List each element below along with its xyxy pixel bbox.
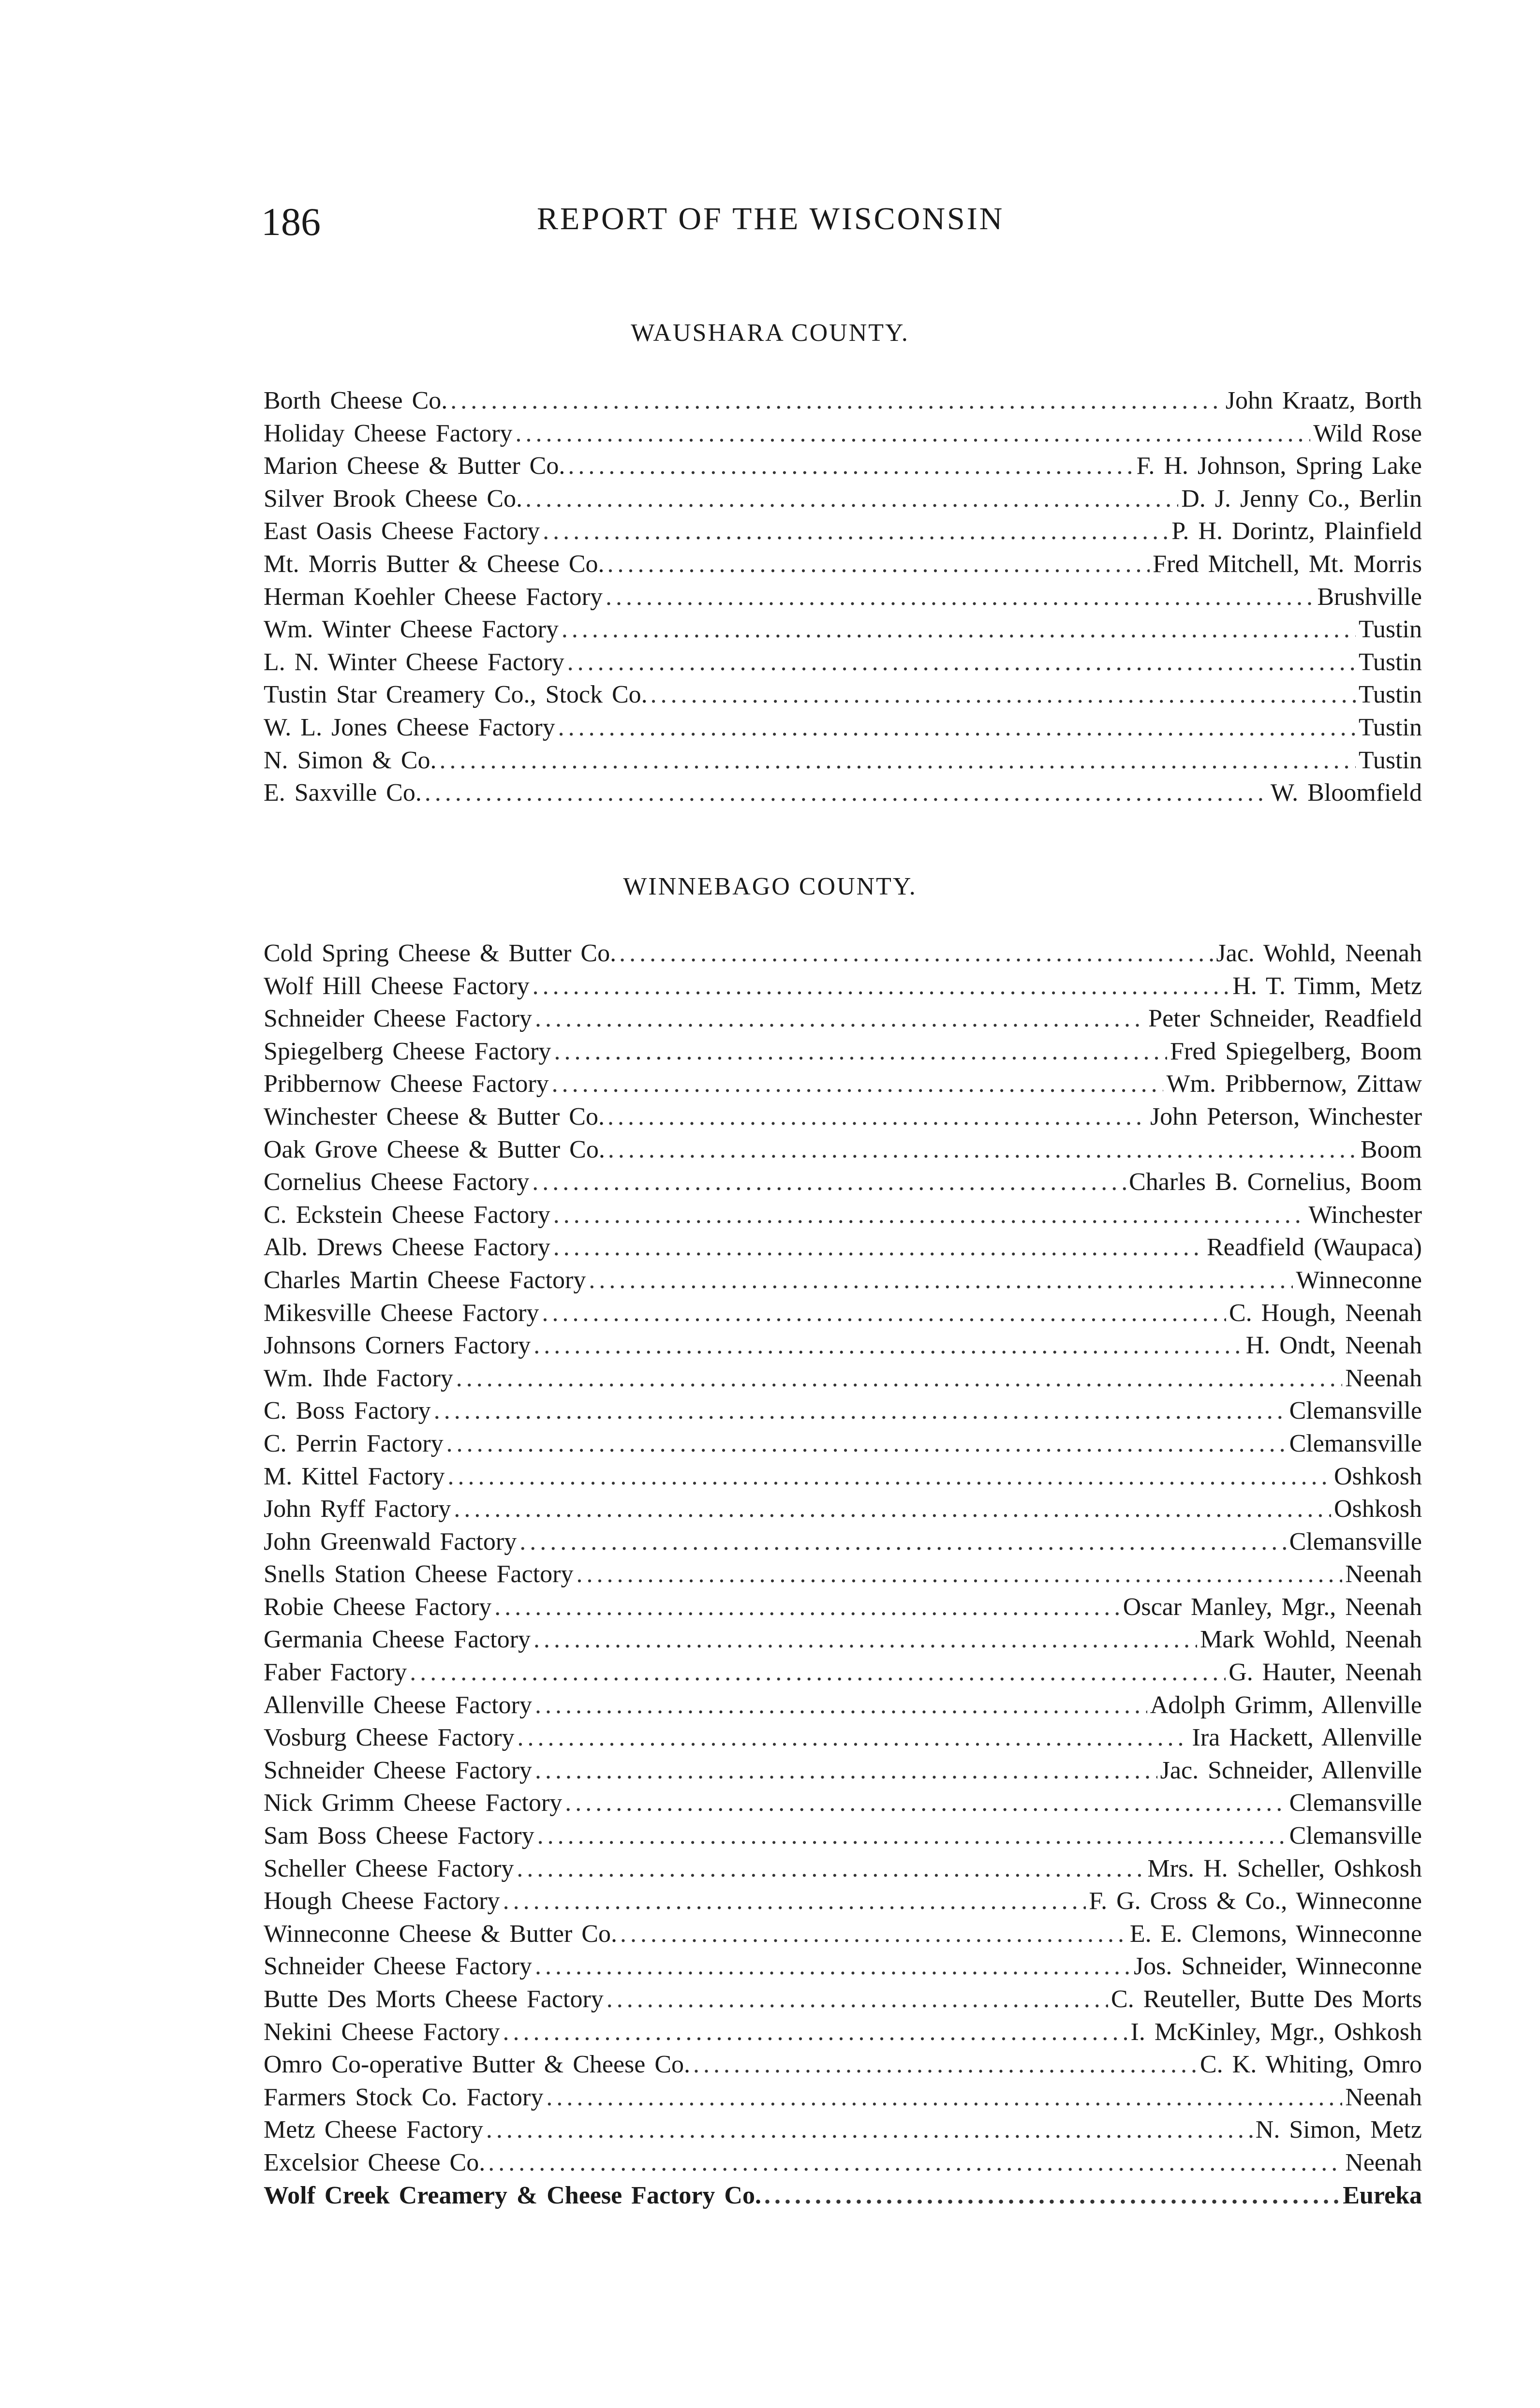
list-item bbox=[264, 1166, 1422, 1199]
list-item bbox=[264, 1362, 1422, 1395]
dot-leader bbox=[589, 1264, 1293, 1297]
list-item bbox=[264, 711, 1422, 744]
factory-location: Mrs. H. Scheller, Oshkosh bbox=[1147, 1854, 1422, 1882]
factory-location: Clemansville bbox=[1289, 1397, 1422, 1425]
factory-name: Faber Factory bbox=[264, 1659, 407, 1687]
list-item bbox=[264, 581, 1422, 614]
factory-location: Boom bbox=[1360, 1135, 1422, 1163]
dot-leader bbox=[516, 417, 1311, 450]
factory-name: Mikesville Cheese Factory bbox=[264, 1299, 539, 1327]
factory-location: Eureka bbox=[1343, 2181, 1422, 2209]
factory-location: F. H. Johnson, Spring Lake bbox=[1136, 452, 1422, 480]
factory-location: Tustin bbox=[1358, 713, 1422, 741]
factory-name: L. N. Winter Cheese Factory bbox=[264, 648, 564, 676]
factory-name: Scheller Cheese Factory bbox=[264, 1854, 514, 1882]
factory-location: Adolph Grimm, Allenville bbox=[1150, 1691, 1422, 1719]
factory-name: W. L. Jones Cheese Factory bbox=[264, 713, 555, 741]
list-item bbox=[264, 2114, 1422, 2146]
list-item bbox=[264, 1264, 1422, 1297]
factory-location: Brushville bbox=[1317, 583, 1422, 611]
dot-leader bbox=[450, 384, 1222, 417]
factory-location: Readfield (Waupaca) bbox=[1206, 1233, 1422, 1262]
list-item bbox=[264, 744, 1422, 777]
list-item bbox=[264, 1133, 1422, 1166]
dot-leader bbox=[607, 548, 1150, 581]
dot-leader bbox=[693, 2048, 1197, 2081]
factory-location: Neenah bbox=[1345, 2148, 1422, 2176]
factory-name: Pribbernow Cheese Factory bbox=[264, 1070, 549, 1098]
factory-name: Metz Cheese Factory bbox=[264, 2116, 483, 2144]
dot-leader bbox=[456, 1362, 1342, 1395]
list-item bbox=[264, 1068, 1422, 1101]
factory-name: John Ryff Factory bbox=[264, 1495, 451, 1523]
factory-location: Fred Spiegelberg, Boom bbox=[1170, 1037, 1422, 1065]
factory-location: I. McKinley, Mgr., Oshkosh bbox=[1130, 2018, 1422, 2046]
factory-location: Mark Wohld, Neenah bbox=[1200, 1626, 1422, 1654]
dot-leader bbox=[576, 1558, 1342, 1591]
factory-location: Tustin bbox=[1358, 746, 1422, 774]
factory-name: M. Kittel Factory bbox=[264, 1462, 445, 1490]
factory-name: Schneider Cheese Factory bbox=[264, 1756, 532, 1784]
list-item bbox=[264, 417, 1422, 450]
list-item bbox=[264, 1101, 1422, 1133]
dot-leader bbox=[620, 1918, 1127, 1951]
list-item bbox=[264, 2048, 1422, 2081]
list-item bbox=[264, 1787, 1422, 1820]
dot-leader bbox=[434, 1395, 1287, 1427]
dot-leader bbox=[410, 1656, 1226, 1689]
list-item bbox=[264, 2146, 1422, 2179]
factory-name: Wolf Hill Cheese Factory bbox=[264, 972, 530, 1000]
factory-name: Schneider Cheese Factory bbox=[264, 1005, 532, 1033]
list-item bbox=[264, 1852, 1422, 1885]
dot-leader bbox=[542, 1297, 1226, 1330]
dot-leader bbox=[606, 581, 1314, 614]
factory-name: Mt. Morris Butter & Cheese Co. bbox=[264, 550, 605, 578]
page-number: 186 bbox=[261, 200, 321, 244]
factory-name: C. Perrin Factory bbox=[264, 1429, 444, 1457]
factory-name: C. Boss Factory bbox=[264, 1397, 431, 1425]
factory-location: Jac. Wohld, Neenah bbox=[1216, 940, 1422, 967]
factory-location: Jos. Schneider, Winneconne bbox=[1133, 1953, 1422, 1981]
list-item bbox=[264, 646, 1422, 679]
dot-leader bbox=[535, 1754, 1157, 1787]
factory-location: P. H. Dorintz, Plainfield bbox=[1171, 517, 1422, 545]
factory-location: E. E. Clemons, Winneconne bbox=[1129, 1920, 1422, 1948]
list-item bbox=[264, 1460, 1422, 1493]
factory-location: C. K. Whiting, Omro bbox=[1199, 2051, 1422, 2079]
dot-leader bbox=[494, 1591, 1120, 1624]
list-item bbox=[264, 1950, 1422, 1983]
factory-name: Allenville Cheese Factory bbox=[264, 1691, 532, 1719]
factory-name: Nekini Cheese Factory bbox=[264, 2018, 500, 2046]
list-item bbox=[264, 678, 1422, 711]
factory-name: N. Simon & Co. bbox=[264, 746, 437, 774]
factory-name: Borth Cheese Co. bbox=[264, 387, 448, 414]
section-heading-waushara: WAUSHARA COUNTY. bbox=[631, 319, 909, 347]
factory-location: Neenah bbox=[1345, 1560, 1422, 1588]
dot-leader bbox=[546, 2081, 1342, 2114]
factory-location: Oshkosh bbox=[1333, 1495, 1422, 1523]
list-item bbox=[264, 1983, 1422, 2016]
list-item bbox=[264, 1297, 1422, 1330]
list-item bbox=[264, 1689, 1422, 1722]
factory-location: C. Reuteller, Butte Des Morts bbox=[1111, 1985, 1422, 2013]
factory-location: H. Ondt, Neenah bbox=[1245, 1332, 1422, 1360]
dot-leader bbox=[619, 937, 1213, 970]
dot-leader bbox=[535, 1689, 1147, 1722]
factory-name: Herman Koehler Cheese Factory bbox=[264, 583, 603, 611]
factory-name: John Greenwald Factory bbox=[264, 1527, 517, 1556]
factory-name: Winneconne Cheese & Butter Co. bbox=[264, 1920, 617, 1948]
dot-leader bbox=[535, 1002, 1145, 1035]
factory-name: Cornelius Cheese Factory bbox=[264, 1168, 530, 1196]
factory-location: N. Simon, Metz bbox=[1255, 2116, 1422, 2144]
factory-name: Tustin Star Creamery Co., Stock Co. bbox=[264, 681, 648, 709]
factory-location: Oscar Manley, Mgr., Neenah bbox=[1123, 1593, 1422, 1621]
factory-name: Spiegelberg Cheese Factory bbox=[264, 1037, 551, 1065]
list-item bbox=[264, 483, 1422, 515]
dot-leader bbox=[608, 1133, 1358, 1166]
list-item bbox=[264, 1885, 1422, 1918]
factory-name: Winchester Cheese & Butter Co. bbox=[264, 1102, 605, 1131]
factory-location: Clemansville bbox=[1289, 1822, 1422, 1850]
dot-leader bbox=[533, 1623, 1197, 1656]
dot-leader bbox=[532, 1166, 1126, 1199]
section-heading-winnebago: WINNEBAGO COUNTY. bbox=[623, 873, 917, 900]
factory-name: Vosburg Cheese Factory bbox=[264, 1724, 515, 1752]
dot-leader bbox=[525, 483, 1178, 515]
factory-name: Silver Brook Cheese Co. bbox=[264, 485, 523, 513]
winnebago-entry-list bbox=[264, 937, 1422, 2212]
factory-location: W. Bloomfield bbox=[1270, 779, 1422, 807]
factory-location: John Peterson, Winchester bbox=[1150, 1102, 1422, 1131]
factory-location: F. G. Cross & Co., Winneconne bbox=[1089, 1887, 1422, 1915]
dot-leader bbox=[517, 1721, 1189, 1754]
factory-name: Johnsons Corners Factory bbox=[264, 1332, 531, 1360]
dot-leader bbox=[535, 1950, 1131, 1983]
dot-leader bbox=[607, 1983, 1108, 2016]
running-title: REPORT OF THE WISCONSIN bbox=[537, 201, 1005, 236]
dot-leader bbox=[562, 613, 1356, 646]
list-item bbox=[264, 1002, 1422, 1035]
list-item bbox=[264, 384, 1422, 417]
factory-location: Neenah bbox=[1345, 1364, 1422, 1392]
factory-name: East Oasis Cheese Factory bbox=[264, 517, 540, 545]
list-item bbox=[264, 548, 1422, 581]
factory-name: Cold Spring Cheese & Butter Co. bbox=[264, 940, 617, 967]
list-item bbox=[264, 1820, 1422, 1852]
dot-leader bbox=[448, 1460, 1331, 1493]
factory-location: Fred Mitchell, Mt. Morris bbox=[1153, 550, 1422, 578]
factory-name: Germania Cheese Factory bbox=[264, 1626, 531, 1654]
list-item bbox=[264, 777, 1422, 809]
dot-leader bbox=[519, 1526, 1286, 1558]
factory-location: H. T. Timm, Metz bbox=[1232, 972, 1422, 1000]
factory-name: Wolf Creek Creamery & Cheese Factory Co. bbox=[264, 2181, 761, 2209]
factory-location: G. Hauter, Neenah bbox=[1229, 1659, 1422, 1687]
factory-location: Wm. Pribbernow, Zittaw bbox=[1166, 1070, 1422, 1098]
factory-location: Neenah bbox=[1345, 2083, 1422, 2111]
list-item bbox=[264, 1918, 1422, 1951]
list-item bbox=[264, 1558, 1422, 1591]
factory-location: Oshkosh bbox=[1333, 1462, 1422, 1490]
dot-leader bbox=[607, 1101, 1147, 1133]
dot-leader bbox=[537, 1820, 1287, 1852]
factory-name: Wm. Winter Cheese Factory bbox=[264, 616, 559, 644]
list-item bbox=[264, 2081, 1422, 2114]
list-item bbox=[264, 1231, 1422, 1264]
list-item bbox=[264, 1395, 1422, 1427]
list-item bbox=[264, 2016, 1422, 2049]
dot-leader bbox=[533, 970, 1230, 1003]
dot-leader bbox=[553, 1199, 1306, 1232]
factory-name: Farmers Stock Co. Factory bbox=[264, 2083, 544, 2111]
factory-name: Hough Cheese Factory bbox=[264, 1887, 500, 1915]
dot-leader bbox=[565, 1787, 1286, 1820]
dot-leader bbox=[764, 2179, 1340, 2212]
factory-location: Winchester bbox=[1308, 1201, 1422, 1229]
list-item bbox=[264, 1329, 1422, 1362]
dot-leader bbox=[543, 515, 1169, 548]
dot-leader bbox=[533, 1329, 1243, 1362]
dot-leader bbox=[503, 1885, 1086, 1918]
dot-leader bbox=[425, 777, 1268, 809]
factory-name: Schneider Cheese Factory bbox=[264, 1953, 532, 1981]
list-item bbox=[264, 1591, 1422, 1624]
factory-location: D. J. Jenny Co., Berlin bbox=[1181, 485, 1422, 513]
factory-location: John Kraatz, Borth bbox=[1225, 387, 1422, 414]
list-item bbox=[264, 937, 1422, 970]
dot-leader bbox=[503, 2016, 1128, 2049]
factory-name: Robie Cheese Factory bbox=[264, 1593, 492, 1621]
list-item bbox=[264, 1721, 1422, 1754]
factory-location: Clemansville bbox=[1289, 1429, 1422, 1457]
dot-leader bbox=[553, 1231, 1204, 1264]
list-item bbox=[264, 1199, 1422, 1232]
waushara-entry-list bbox=[264, 384, 1422, 809]
factory-name: Oak Grove Cheese & Butter Co. bbox=[264, 1135, 605, 1163]
factory-name: Sam Boss Cheese Factory bbox=[264, 1822, 534, 1850]
factory-location: Winneconne bbox=[1296, 1266, 1422, 1294]
list-item bbox=[264, 1035, 1422, 1068]
list-item bbox=[264, 613, 1422, 646]
factory-location: Peter Schneider, Readfield bbox=[1148, 1005, 1422, 1033]
factory-name: Marion Cheese & Butter Co. bbox=[264, 452, 565, 480]
factory-location: Tustin bbox=[1358, 681, 1422, 709]
dot-leader bbox=[517, 1852, 1144, 1885]
factory-location: Jac. Schneider, Allenville bbox=[1160, 1756, 1422, 1784]
dot-leader bbox=[446, 1427, 1287, 1460]
dot-leader bbox=[486, 2114, 1253, 2146]
factory-name: Excelsior Cheese Co. bbox=[264, 2148, 486, 2176]
dot-leader bbox=[558, 711, 1356, 744]
list-item bbox=[264, 1623, 1422, 1656]
list-item bbox=[264, 2179, 1422, 2212]
factory-name: Charles Martin Cheese Factory bbox=[264, 1266, 586, 1294]
factory-location: C. Hough, Neenah bbox=[1229, 1299, 1422, 1327]
list-item bbox=[264, 1754, 1422, 1787]
factory-name: Holiday Cheese Factory bbox=[264, 419, 513, 447]
factory-name: Alb. Drews Cheese Factory bbox=[264, 1233, 550, 1262]
list-item bbox=[264, 1656, 1422, 1689]
list-item bbox=[264, 450, 1422, 483]
list-item bbox=[264, 1427, 1422, 1460]
factory-location: Ira Hackett, Allenville bbox=[1192, 1724, 1422, 1752]
factory-name: Nick Grimm Cheese Factory bbox=[264, 1789, 563, 1817]
list-item bbox=[264, 970, 1422, 1003]
dot-leader bbox=[567, 646, 1356, 679]
dot-leader bbox=[488, 2146, 1342, 2179]
factory-location: Clemansville bbox=[1289, 1789, 1422, 1817]
factory-location: Tustin bbox=[1358, 616, 1422, 644]
list-item bbox=[264, 1493, 1422, 1526]
factory-location: Tustin bbox=[1358, 648, 1422, 676]
list-item bbox=[264, 515, 1422, 548]
factory-location: Clemansville bbox=[1289, 1527, 1422, 1556]
factory-name: Omro Co-operative Butter & Cheese Co. bbox=[264, 2051, 691, 2079]
dot-leader bbox=[554, 1035, 1167, 1068]
factory-location: Charles B. Cornelius, Boom bbox=[1129, 1168, 1422, 1196]
factory-name: Butte Des Morts Cheese Factory bbox=[264, 1985, 604, 2013]
factory-name: E. Saxville Co. bbox=[264, 779, 422, 807]
factory-location: Wild Rose bbox=[1313, 419, 1422, 447]
factory-name: Snells Station Cheese Factory bbox=[264, 1560, 574, 1588]
dot-leader bbox=[651, 678, 1356, 711]
list-item bbox=[264, 1526, 1422, 1558]
dot-leader bbox=[568, 450, 1133, 483]
factory-name: C. Eckstein Cheese Factory bbox=[264, 1201, 550, 1229]
dot-leader bbox=[454, 1493, 1331, 1526]
dot-leader bbox=[552, 1068, 1164, 1101]
dot-leader bbox=[440, 744, 1356, 777]
factory-name: Wm. Ihde Factory bbox=[264, 1364, 453, 1392]
